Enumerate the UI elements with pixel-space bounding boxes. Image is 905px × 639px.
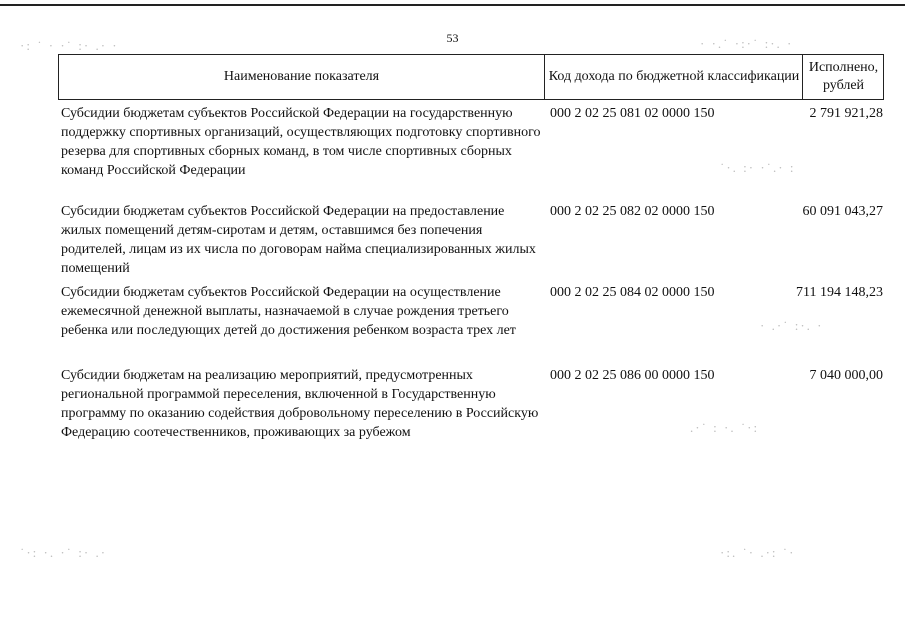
scan-noise: ˙·. :· ·˙.· :	[720, 160, 796, 175]
page-number: 53	[446, 31, 459, 45]
header-code: Код дохода по бюджетной классификации	[544, 55, 803, 99]
scan-noise: ·:. ˙· .·: ˙·	[720, 545, 796, 560]
row-name: Субсидии бюджетам субъектов Российской Федерации на предоставление жилых помещений детям-сиротам и детям, оставшимся без попечения родителей, лицам из их числа по договорам найма специализированных жилых помещений	[61, 204, 536, 276]
row-code: 000 2 02 25 081 02 0000 150	[550, 106, 715, 121]
row-name: Субсидии бюджетам субъектов Российской Федерации на осуществление ежемесячной денежной выплаты, назначаемой в случае рождения третьего ребенка или последующих детей до достижения ребенком возраста трех лет	[61, 285, 516, 338]
header-amount: Исполнено, рублей	[802, 55, 884, 99]
row-code: 000 2 02 25 082 02 0000 150	[550, 204, 715, 219]
row-amount: 2 791 921,28	[809, 106, 883, 121]
scan-noise: .·˙ : ·. ˙·:	[690, 420, 760, 435]
scan-noise: · .·˙ :·. ·	[760, 318, 824, 333]
row-amount: 60 091 043,27	[802, 204, 883, 219]
row-name: Субсидии бюджетам на реализацию мероприятий, предусмотренных региональной программой переселения, включенной в Государственную программу по оказанию содействия добровольному переселению в Российскую Федерацию соотечественников, проживающих за рубежом	[61, 368, 539, 440]
top-rule	[0, 4, 905, 6]
row-code: 000 2 02 25 084 02 0000 150	[550, 285, 715, 300]
table-header	[58, 54, 884, 100]
scan-noise: ·: ˙ · ·˙ :· .· ·	[20, 38, 119, 53]
header-name: Наименование показателя	[223, 69, 380, 84]
scan-noise: · ·.˙ ·:·˙ :·. ·	[700, 36, 794, 51]
row-name: Субсидии бюджетам субъектов Российской Федерации на государственную поддержку спортивных организаций, осуществляющих подготовку спортивного резерва для спортивных сборных команд, в том числе спортивных сборных команд Российской Федерации	[61, 106, 541, 178]
row-amount: 711 194 148,23	[796, 285, 883, 300]
row-amount: 7 040 000,00	[809, 368, 883, 383]
row-code: 000 2 02 25 086 00 0000 150	[550, 368, 715, 383]
scan-noise: ˙·: ·. ·˙ :· .·	[20, 545, 108, 560]
